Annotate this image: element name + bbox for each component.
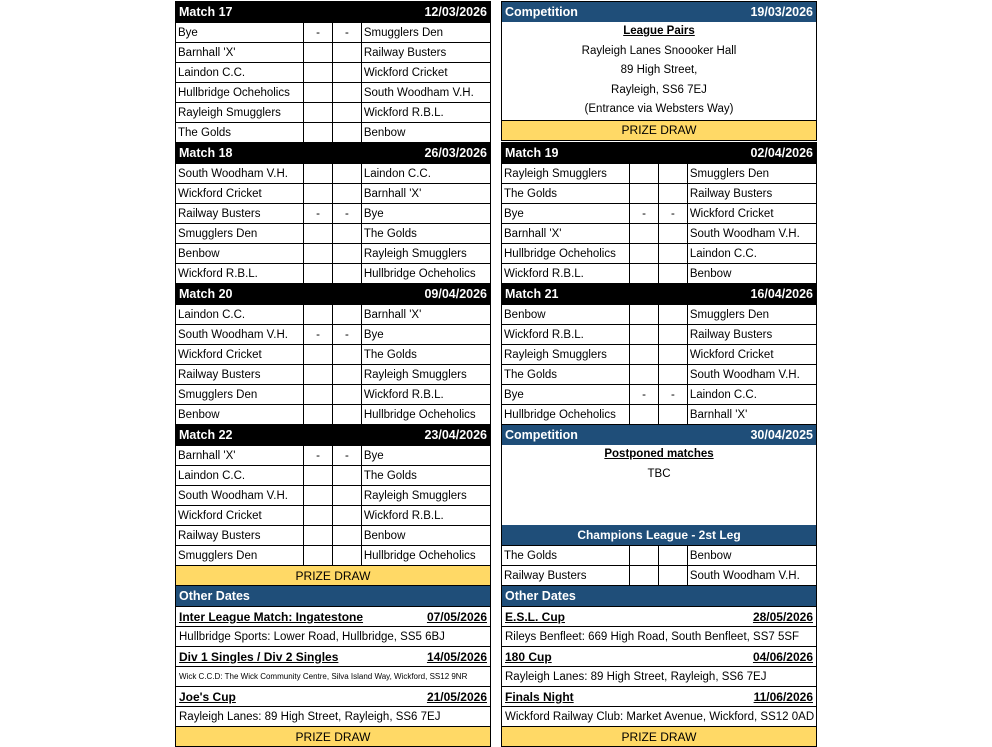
event-name: 180 Cup bbox=[505, 649, 552, 664]
fixture-row bbox=[176, 445, 490, 465]
match-17-panel bbox=[175, 1, 491, 143]
home-score bbox=[629, 405, 658, 424]
away-team: Laindon C.C. bbox=[687, 385, 816, 404]
home-team: Wickford R.B.L. bbox=[504, 267, 584, 280]
home-score bbox=[303, 43, 332, 62]
fixture-row bbox=[176, 344, 490, 364]
away-team: Laindon C.C. bbox=[687, 244, 816, 263]
away-score bbox=[332, 83, 361, 102]
home-score bbox=[303, 244, 332, 263]
fixture-row bbox=[176, 163, 490, 183]
fixture-row bbox=[176, 485, 490, 505]
away-score: - bbox=[658, 385, 687, 404]
home-score bbox=[303, 123, 332, 142]
home-score: - bbox=[303, 204, 332, 223]
match-title: Match 21 bbox=[505, 287, 559, 301]
away-score bbox=[332, 244, 361, 263]
fixture-row bbox=[176, 22, 490, 42]
away-team: Wickford Cricket bbox=[687, 204, 816, 223]
fixture-row bbox=[502, 304, 816, 324]
away-team: Bye bbox=[361, 446, 490, 465]
away-team: Wickford R.B.L. bbox=[361, 103, 490, 122]
away-score bbox=[332, 103, 361, 122]
home-score bbox=[303, 305, 332, 324]
home-team: Benbow bbox=[178, 408, 220, 421]
away-score bbox=[332, 264, 361, 283]
home-score bbox=[303, 405, 332, 424]
away-team: Benbow bbox=[361, 526, 490, 545]
away-team: Smugglers Den bbox=[687, 164, 816, 183]
competition-info bbox=[502, 22, 816, 120]
home-team: Benbow bbox=[504, 308, 546, 321]
match-header bbox=[176, 425, 490, 445]
home-team: Laindon C.C. bbox=[178, 308, 246, 321]
fixture-row bbox=[176, 525, 490, 545]
away-team: Wickford R.B.L. bbox=[361, 385, 490, 404]
fixture-row bbox=[502, 163, 816, 183]
fixture-list bbox=[176, 163, 490, 283]
fixture-row bbox=[176, 384, 490, 404]
away-team: Rayleigh Smugglers bbox=[361, 486, 490, 505]
home-team: Railway Busters bbox=[178, 368, 261, 381]
fixture-row bbox=[176, 62, 490, 82]
match-20-panel bbox=[175, 283, 491, 425]
fixture-list bbox=[502, 304, 816, 424]
away-team: Bye bbox=[361, 325, 490, 344]
away-team: South Woodham V.H. bbox=[361, 83, 490, 102]
fixture-row bbox=[176, 243, 490, 263]
match-header bbox=[176, 284, 490, 304]
home-team: Railway Busters bbox=[504, 569, 587, 582]
away-team: Rayleigh Smugglers bbox=[361, 365, 490, 384]
away-score bbox=[332, 305, 361, 324]
fixture-row bbox=[176, 263, 490, 283]
fixture-row bbox=[176, 545, 490, 565]
home-score bbox=[303, 486, 332, 505]
away-score bbox=[658, 546, 687, 565]
event-name: Finals Night bbox=[505, 689, 574, 704]
competition-title: Competition bbox=[505, 428, 578, 442]
home-team: Wickford Cricket bbox=[178, 187, 262, 200]
home-team: Smugglers Den bbox=[178, 549, 258, 562]
other-dates-title: Other Dates bbox=[505, 589, 576, 603]
fixture-row bbox=[502, 263, 816, 283]
home-score bbox=[629, 184, 658, 203]
away-score bbox=[332, 385, 361, 404]
home-score: - bbox=[303, 325, 332, 344]
fixture-row bbox=[502, 203, 816, 223]
home-score bbox=[303, 184, 332, 203]
event-venue: Rayleigh Lanes: 89 High Street, Rayleigh, SS6 7EJ bbox=[502, 666, 816, 686]
away-team: Laindon C.C. bbox=[361, 164, 490, 183]
match-header bbox=[176, 2, 490, 22]
home-team: Laindon C.C. bbox=[178, 469, 246, 482]
fixture-row bbox=[502, 404, 816, 424]
home-score bbox=[303, 365, 332, 384]
fixture-row bbox=[176, 203, 490, 223]
away-score bbox=[658, 345, 687, 364]
event-venue: Rileys Benfleet: 669 High Road, South Benfleet, SS7 5SF bbox=[502, 626, 816, 646]
match-header bbox=[176, 143, 490, 163]
home-team: Railway Busters bbox=[178, 529, 261, 542]
away-team: Smugglers Den bbox=[687, 305, 816, 324]
fixture-row bbox=[176, 122, 490, 142]
home-team: Railway Busters bbox=[178, 207, 261, 220]
away-team: Wickford Cricket bbox=[361, 63, 490, 82]
away-score bbox=[658, 184, 687, 203]
away-score bbox=[658, 325, 687, 344]
fixture-row bbox=[502, 545, 816, 565]
away-score bbox=[332, 526, 361, 545]
event-name: Joe's Cup bbox=[179, 689, 236, 704]
home-score bbox=[303, 506, 332, 525]
home-team: South Woodham V.H. bbox=[178, 328, 288, 341]
away-team: South Woodham V.H. bbox=[687, 566, 816, 585]
away-score bbox=[332, 63, 361, 82]
match-title: Match 18 bbox=[179, 146, 233, 160]
event-name: E.S.L. Cup bbox=[505, 609, 565, 624]
away-team: South Woodham V.H. bbox=[687, 224, 816, 243]
home-score: - bbox=[629, 204, 658, 223]
away-team: Benbow bbox=[687, 546, 816, 565]
home-team: Barnhall 'X' bbox=[504, 227, 562, 240]
fixture-list bbox=[502, 545, 816, 585]
fixture-row bbox=[176, 223, 490, 243]
match-date: 26/03/2026 bbox=[424, 146, 487, 160]
away-team: South Woodham V.H. bbox=[687, 365, 816, 384]
match-date: 23/04/2026 bbox=[424, 428, 487, 442]
other-dates-right-panel bbox=[501, 585, 817, 747]
event-title-row bbox=[502, 606, 816, 626]
away-team: Wickford Cricket bbox=[687, 345, 816, 364]
home-team: Barnhall 'X' bbox=[178, 46, 236, 59]
home-team: Wickford Cricket bbox=[178, 348, 262, 361]
away-team: Railway Busters bbox=[687, 325, 816, 344]
fixture-list bbox=[176, 22, 490, 142]
event-date: 28/05/2026 bbox=[752, 609, 813, 624]
event-title-row bbox=[176, 646, 490, 666]
event-venue: Wick C.C.D: The Wick Community Centre, Silva Island Way, Wickford, SS12 9NR bbox=[176, 666, 490, 686]
fixture-list bbox=[502, 163, 816, 283]
away-score bbox=[332, 164, 361, 183]
away-team: Hullbridge Ocheholics bbox=[361, 546, 490, 565]
match-title: Match 20 bbox=[179, 287, 233, 301]
event-name: Inter League Match: Ingatestone bbox=[179, 609, 364, 624]
home-score bbox=[303, 385, 332, 404]
home-score bbox=[629, 325, 658, 344]
match-title: Match 22 bbox=[179, 428, 233, 442]
competition-header bbox=[502, 425, 816, 445]
home-team: Wickford Cricket bbox=[178, 509, 262, 522]
home-score bbox=[303, 103, 332, 122]
home-team: Bye bbox=[504, 207, 524, 220]
home-score bbox=[303, 83, 332, 102]
home-score bbox=[629, 345, 658, 364]
away-score bbox=[658, 244, 687, 263]
fixture-row bbox=[176, 82, 490, 102]
competition-league-pairs-panel bbox=[501, 1, 817, 141]
fixture-row bbox=[176, 102, 490, 122]
home-score bbox=[629, 164, 658, 183]
fixture-row bbox=[176, 42, 490, 62]
fixture-row bbox=[176, 404, 490, 424]
event-title-row bbox=[502, 646, 816, 666]
match-date: 02/04/2026 bbox=[750, 146, 813, 160]
venue-line: Rayleigh Lanes Snoooker Hall bbox=[581, 44, 737, 57]
home-score bbox=[303, 546, 332, 565]
venue-line: 89 High Street, bbox=[620, 64, 698, 76]
home-team: Bye bbox=[178, 26, 198, 39]
home-score bbox=[629, 305, 658, 324]
away-score: - bbox=[332, 446, 361, 465]
home-score bbox=[303, 345, 332, 364]
home-team: Wickford R.B.L. bbox=[504, 328, 584, 341]
away-score bbox=[332, 546, 361, 565]
away-team: Railway Busters bbox=[687, 184, 816, 203]
competition-heading: League Pairs bbox=[623, 25, 695, 37]
home-score: - bbox=[303, 23, 332, 42]
match-title: Match 19 bbox=[505, 146, 559, 160]
match-18-panel bbox=[175, 142, 491, 284]
other-dates-left-panel bbox=[175, 585, 491, 747]
prize-draw-banner: PRIZE DRAW bbox=[502, 120, 816, 140]
event-venue: Rayleigh Lanes: 89 High Street, Rayleigh, SS6 7EJ bbox=[176, 706, 490, 726]
match-date: 09/04/2026 bbox=[424, 287, 487, 301]
away-team: Rayleigh Smugglers bbox=[361, 244, 490, 263]
event-date: 14/05/2026 bbox=[426, 649, 487, 664]
event-date: 07/05/2026 bbox=[426, 609, 487, 624]
home-score bbox=[303, 164, 332, 183]
away-score bbox=[332, 345, 361, 364]
home-score bbox=[629, 264, 658, 283]
home-score bbox=[629, 365, 658, 384]
prize-draw-banner: PRIZE DRAW bbox=[176, 726, 490, 746]
prize-draw-banner: PRIZE DRAW bbox=[176, 565, 490, 585]
away-team: The Golds bbox=[361, 466, 490, 485]
competition-date: 19/03/2026 bbox=[750, 5, 813, 19]
fixture-row bbox=[502, 324, 816, 344]
competition-heading: Postponed matches bbox=[604, 448, 714, 460]
home-team: South Woodham V.H. bbox=[178, 167, 288, 180]
event-name: Div 1 Singles / Div 2 Singles bbox=[179, 649, 339, 664]
competition-info bbox=[502, 445, 816, 525]
home-team: Hullbridge Ocheholics bbox=[504, 247, 616, 260]
event-date: 04/06/2026 bbox=[752, 649, 813, 664]
away-team: Smugglers Den bbox=[361, 23, 490, 42]
away-team: Hullbridge Ocheholics bbox=[361, 405, 490, 424]
away-team: Barnhall 'X' bbox=[687, 405, 816, 424]
event-title-row bbox=[176, 686, 490, 706]
away-team: Hullbridge Ocheholics bbox=[361, 264, 490, 283]
away-team: Benbow bbox=[687, 264, 816, 283]
away-score bbox=[658, 305, 687, 324]
fixture-row bbox=[176, 364, 490, 384]
away-score bbox=[332, 365, 361, 384]
home-team: The Golds bbox=[504, 368, 558, 381]
home-team: Wickford R.B.L. bbox=[178, 267, 258, 280]
home-team: Rayleigh Smugglers bbox=[504, 348, 607, 361]
match-header bbox=[502, 284, 816, 304]
home-team: Smugglers Den bbox=[178, 388, 258, 401]
home-team: Hullbridge Ocheholics bbox=[504, 408, 616, 421]
fixture-row bbox=[176, 324, 490, 344]
match-title: Match 17 bbox=[179, 5, 233, 19]
venue-line: (Entrance via Websters Way) bbox=[584, 103, 734, 115]
away-score bbox=[332, 123, 361, 142]
home-team: The Golds bbox=[504, 549, 558, 562]
other-dates-header bbox=[502, 586, 816, 606]
away-score bbox=[332, 184, 361, 203]
event-title-row bbox=[502, 686, 816, 706]
champions-league-heading: Champions League - 2st Leg bbox=[502, 525, 816, 545]
away-team: The Golds bbox=[361, 224, 490, 243]
home-team: The Golds bbox=[178, 126, 232, 139]
match-21-panel bbox=[501, 283, 817, 425]
home-score bbox=[303, 224, 332, 243]
home-score bbox=[629, 566, 658, 585]
away-score bbox=[332, 224, 361, 243]
home-team: South Woodham V.H. bbox=[178, 489, 288, 502]
away-score bbox=[658, 566, 687, 585]
other-dates-header bbox=[176, 586, 490, 606]
fixture-row bbox=[176, 304, 490, 324]
event-venue: Hullbridge Sports: Lower Road, Hullbridge, SS5 6BJ bbox=[176, 626, 490, 646]
away-score bbox=[658, 365, 687, 384]
away-team: Wickford R.B.L. bbox=[361, 506, 490, 525]
away-team: Barnhall 'X' bbox=[361, 184, 490, 203]
event-title-row bbox=[176, 606, 490, 626]
home-team: Rayleigh Smugglers bbox=[178, 106, 281, 119]
home-score bbox=[629, 546, 658, 565]
fixture-row bbox=[502, 384, 816, 404]
other-dates-title: Other Dates bbox=[179, 589, 250, 603]
competition-date: 30/04/2025 bbox=[750, 428, 813, 442]
match-header bbox=[502, 143, 816, 163]
venue-line: Rayleigh, SS6 7EJ bbox=[611, 83, 707, 96]
away-score bbox=[658, 264, 687, 283]
away-score: - bbox=[332, 204, 361, 223]
away-score bbox=[658, 224, 687, 243]
away-score bbox=[332, 43, 361, 62]
match-22-panel bbox=[175, 424, 491, 586]
fixture-row bbox=[176, 183, 490, 203]
home-team: Barnhall 'X' bbox=[178, 449, 236, 462]
away-score: - bbox=[658, 204, 687, 223]
competition-title: Competition bbox=[505, 5, 578, 19]
match-19-panel bbox=[501, 142, 817, 284]
away-score bbox=[332, 506, 361, 525]
home-team: The Golds bbox=[504, 187, 558, 200]
match-date: 12/03/2026 bbox=[424, 5, 487, 19]
away-score bbox=[332, 486, 361, 505]
fixture-row bbox=[502, 223, 816, 243]
fixture-row bbox=[176, 465, 490, 485]
home-score bbox=[629, 224, 658, 243]
event-date: 21/05/2026 bbox=[426, 689, 487, 704]
home-team: Hullbridge Ocheholics bbox=[178, 86, 290, 99]
fixture-row bbox=[502, 565, 816, 585]
fixture-row bbox=[502, 183, 816, 203]
away-score bbox=[658, 164, 687, 183]
home-team: Smugglers Den bbox=[178, 227, 258, 240]
tbc-text: TBC bbox=[647, 467, 671, 480]
home-team: Rayleigh Smugglers bbox=[504, 167, 607, 180]
fixture-row bbox=[502, 364, 816, 384]
fixture-list bbox=[176, 445, 490, 565]
home-team: Bye bbox=[504, 388, 524, 401]
away-score bbox=[332, 405, 361, 424]
home-team: Benbow bbox=[178, 247, 220, 260]
home-score bbox=[303, 63, 332, 82]
competition-header bbox=[502, 2, 816, 22]
fixture-row bbox=[502, 344, 816, 364]
away-score bbox=[658, 405, 687, 424]
fixture-list bbox=[176, 304, 490, 424]
away-team: Benbow bbox=[361, 123, 490, 142]
home-score: - bbox=[629, 385, 658, 404]
away-score bbox=[332, 466, 361, 485]
match-date: 16/04/2026 bbox=[750, 287, 813, 301]
fixture-row bbox=[502, 243, 816, 263]
fixture-row bbox=[176, 505, 490, 525]
home-score: - bbox=[303, 446, 332, 465]
home-score bbox=[303, 526, 332, 545]
away-team: Bye bbox=[361, 204, 490, 223]
prize-draw-banner: PRIZE DRAW bbox=[502, 726, 816, 746]
away-score: - bbox=[332, 23, 361, 42]
competition-postponed-panel bbox=[501, 424, 817, 586]
away-score: - bbox=[332, 325, 361, 344]
away-team: Railway Busters bbox=[361, 43, 490, 62]
away-team: Barnhall 'X' bbox=[361, 305, 490, 324]
home-team: Laindon C.C. bbox=[178, 66, 246, 79]
home-score bbox=[303, 466, 332, 485]
home-score bbox=[303, 264, 332, 283]
away-team: The Golds bbox=[361, 345, 490, 364]
event-date: 11/06/2026 bbox=[753, 689, 813, 704]
home-score bbox=[629, 244, 658, 263]
event-venue: Wickford Railway Club: Market Avenue, Wickford, SS12 0AD bbox=[502, 706, 816, 726]
